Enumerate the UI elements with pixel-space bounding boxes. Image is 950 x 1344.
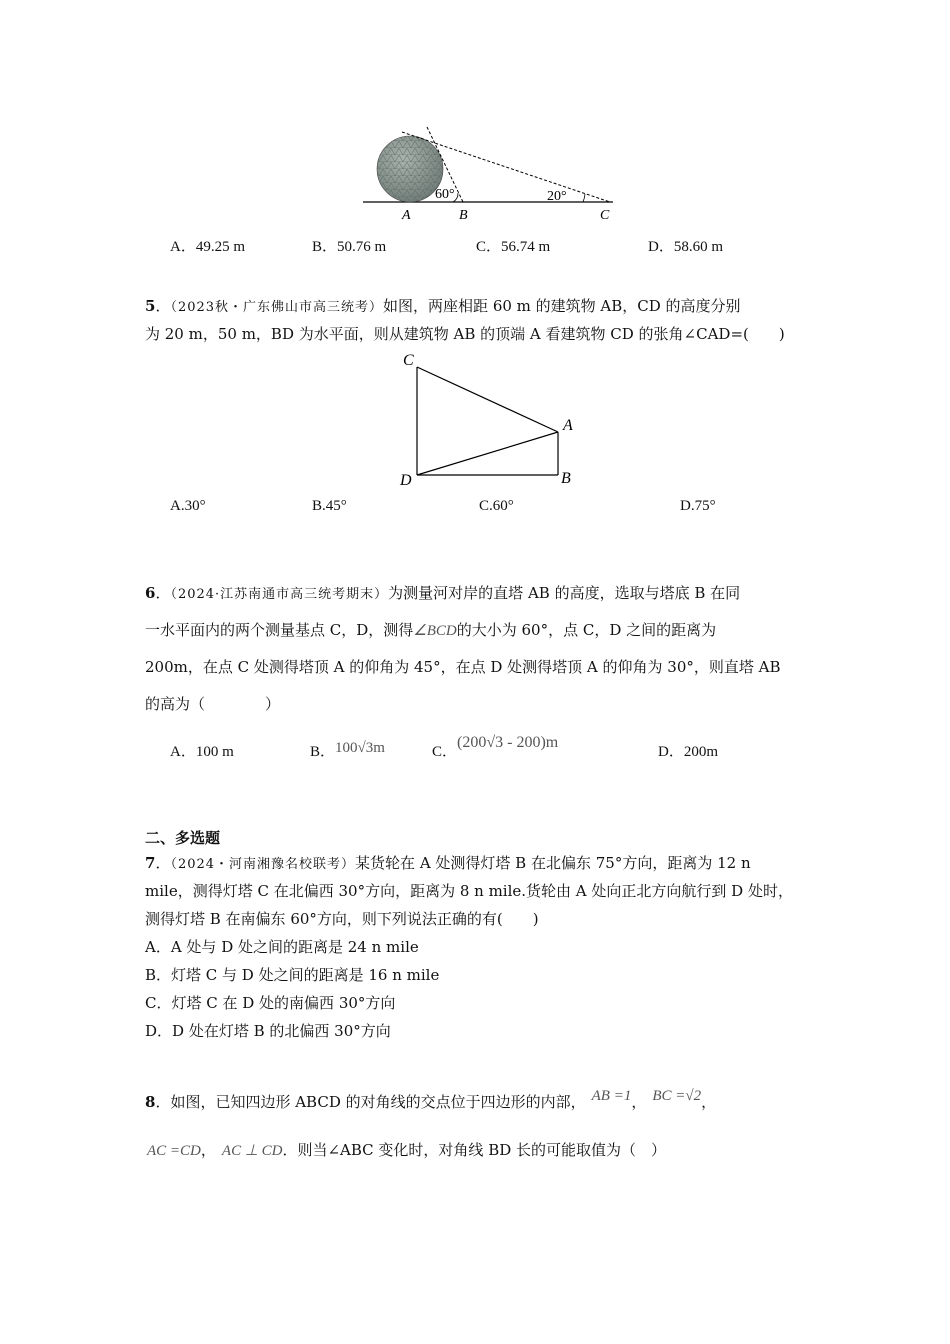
point-a-label: A — [402, 208, 411, 223]
q6-text-line2-pre: 一水平面内的两个测量基点 C，D，测得 — [145, 621, 414, 639]
q6-text-line2-post: 的大小为 60°，点 C，D 之间的距离为 — [456, 621, 717, 639]
q5-text-line1: 如图，两座相距 60 m 的建筑物 AB，CD 的高度分别 — [383, 297, 741, 315]
q7-text-line1: 某货轮在 A 处测得灯塔 B 在北偏东 75°方向，距离为 12 n — [355, 854, 751, 872]
q5-line1: 5．（2023秋・广东佛山市高三统考）如图，两座相距 60 m 的建筑物 AB，CD 的高度分别 — [145, 297, 741, 315]
q4-option-d: D．58.60 m — [648, 239, 724, 255]
section-heading-multi-choice: 二、多选题 — [145, 829, 221, 847]
q7-line3: 测得灯塔 B 在南偏东 60°方向，则下列说法正确的有( ) — [145, 910, 539, 928]
q6-option-b-math: 100√3m — [335, 740, 385, 756]
q8-line1: 8．如图，已知四边形 ABCD 的对角线的交点位于四边形的内部， AB =1， BC =√2， — [145, 1088, 717, 1111]
q6-option-d: D．200m — [658, 744, 719, 760]
q7-source: （2024・河南湘豫名校联考） — [170, 857, 356, 872]
q7-option-b: B．灯塔 C 与 D 处之间的距离是 16 n mile — [145, 966, 440, 984]
q6-option-c: C．(200√3 - 200)m — [432, 734, 559, 760]
angle-b-label: 60° — [435, 187, 455, 202]
q5-line2: 为 20 m，50 m，BD 为水平面，则从建筑物 AB 的顶端 A 看建筑物 CD 的张角∠CAD=( ) — [145, 325, 785, 343]
figure-sphere-sightlines — [355, 120, 625, 225]
q6-source: （2024·江苏南通市高三统考期末） — [170, 587, 389, 602]
q5-source: （2023秋・广东佛山市高三统考） — [170, 300, 384, 315]
q6-number: 6 — [145, 584, 156, 602]
q5-number: 5 — [145, 297, 156, 315]
q7-option-d: D．D 处在灯塔 B 的北偏西 30°方向 — [145, 1022, 391, 1040]
q4-option-a: A．49.25 m — [170, 239, 246, 255]
q7-option-c: C．灯塔 C 在 D 处的南偏西 30°方向 — [145, 994, 396, 1012]
q5-label-a: A — [563, 417, 573, 434]
q5-option-a: A.30° — [170, 498, 206, 514]
point-b-label: B — [459, 208, 468, 223]
q6-option-b: B．100√3m — [310, 740, 385, 760]
q6-line3: 200m，在点 C 处测得塔顶 A 的仰角为 45°，在点 D 处测得塔顶 A 的仰角为 30°，则直塔 AB — [145, 658, 781, 676]
q6-option-c-math: (200√3 - 200)m — [457, 734, 559, 751]
q8-text-line1: 如图，已知四边形 ABCD 的对角线的交点位于四边形的内部， — [170, 1093, 586, 1111]
q6-line1: 6．（2024·江苏南通市高三统考期末）为测量河对岸的直塔 AB 的高度，选取与塔底 B 在同 — [145, 584, 741, 602]
figure-q5-buildings — [395, 345, 590, 490]
q6-angle-bcd: ∠BCD — [413, 623, 457, 639]
q8-line2: AC =CD， AC ⊥ CD．则当∠ABC 变化时，对角线 BD 长的可能取值为（ ） — [147, 1141, 667, 1159]
q6-text-line1: 为测量河对岸的直塔 AB 的高度，选取与塔底 B 在同 — [388, 584, 741, 602]
point-c-label: C — [600, 208, 610, 223]
q5-option-c: C.60° — [479, 498, 514, 514]
q6-line4: 的高为（ ） — [145, 695, 281, 713]
q5-option-d: D.75° — [680, 498, 716, 514]
q5-option-b: B.45° — [312, 498, 347, 514]
q4-option-c: C．56.74 m — [476, 239, 551, 255]
q8-math-ab: AB =1 — [591, 1088, 632, 1104]
q4-option-b: B．50.76 m — [312, 239, 387, 255]
q5-label-d: D — [400, 472, 412, 489]
q6-option-a: A．100 m — [170, 744, 234, 760]
q8-number: 8 — [145, 1093, 156, 1111]
segment-da — [417, 432, 558, 475]
angle-c-label: 20° — [547, 189, 567, 204]
q8-math-perp: AC ⊥ CD — [221, 1143, 283, 1159]
q7-number: 7 — [145, 854, 156, 872]
q8-text-line2: ．则当∠ABC 变化时，对角线 BD 长的可能取值为（ ） — [282, 1141, 667, 1159]
q5-label-c: C — [403, 352, 414, 369]
q8-math-ac-cd: AC =CD — [147, 1143, 201, 1159]
q7-line2: mile，测得灯塔 C 在北偏西 30°方向，距离为 8 n mile.货轮由 A 处向正北方向航行到 D 处时， — [145, 882, 793, 900]
q5-label-b: B — [561, 470, 571, 487]
q7-option-a: A．A 处与 D 处之间的距离是 24 n mile — [145, 938, 419, 956]
segment-ca — [417, 367, 558, 432]
q8-math-bc: BC =√2 — [652, 1088, 702, 1104]
q6-line2 — [145, 620, 716, 641]
q7-line1: 7．（2024・河南湘豫名校联考）某货轮在 A 处测得灯塔 B 在北偏东 75°方向，距离为 12 n — [145, 854, 751, 872]
